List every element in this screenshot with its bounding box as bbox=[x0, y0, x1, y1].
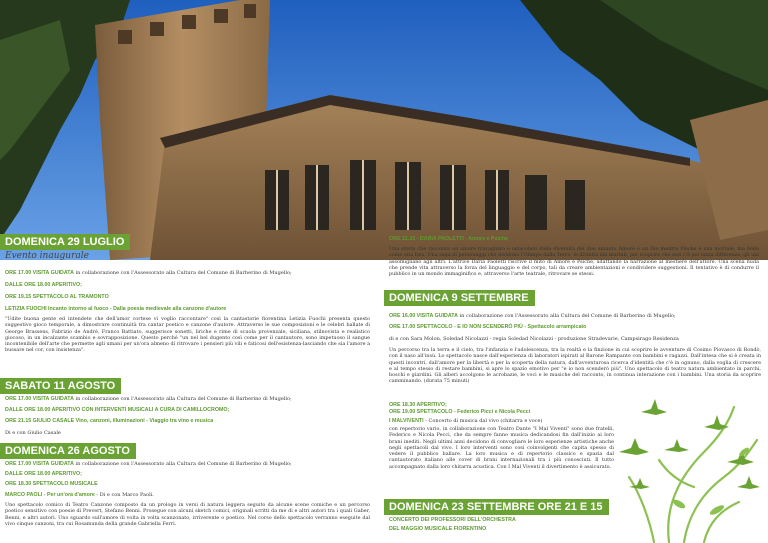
schedule-time: ORE 17.00 VISITA GUIDATA bbox=[5, 396, 74, 402]
schedule-text: in collaborazione con l'Assessorato alla Cultura del Comune di Barberino di Mugello; bbox=[73, 396, 292, 402]
concert-title: DEL MAGGIO MUSICALE FIORENTINO bbox=[389, 526, 487, 532]
schedule-line bbox=[5, 461, 292, 467]
schedule-text: in collaborazione con l'Assessorato alla Cultura del Comune di Barberino di Mugello; bbox=[457, 313, 676, 319]
performer-title: ORE 19.00 SPETTACOLO - Federico Picci e Nicola Pecci bbox=[389, 409, 531, 415]
event-description: Un percorso tra la terra e il cielo, tra l'infanzia e l'adolescenza, tra la realtà e la finzione in cui scoprire le avventure di Cosimo Piovasco di Rondò, con il naso all'insù. Lo spettacolo nasce dall'esperienza di laboratori ispirati al Barone Rampante con bambini e ragazzi. Dall'intesa che si è creata in questi incontri, dall'amore per la libertà e per la scoperta della natura, dall'avventurosa ricerca d'identità che c'è in ognuno, dalla voglia di crescere e al tempo stesso di restare bambini, si apre lo spazio emotivo per "e io non scenderò più". Uno spettacolo di teatro natura ambientato in parchi, boschi e giardini. Gli alberi accolgono le acrobazie, le voci e le musiche del racconto, in continua interazione con i bambini. Una storia da scoprire camminando. (durata 75 minuti) bbox=[389, 347, 761, 385]
date-header-29-luglio: DOMENICA 29 LUGLIO bbox=[0, 234, 130, 250]
date-header-26-agosto: DOMENICA 26 AGOSTO bbox=[0, 443, 136, 459]
schedule-text: in collaborazione con l'Assessorato alla Cultura del Comune di Barberino di Mugello; bbox=[73, 270, 292, 276]
performer-title: - E IO NON SCENDERÒ PIÙ - Spettacolo arrampicato bbox=[452, 324, 587, 330]
event-description: Una storia che racconta un amore travagliato e ostacolato dalla diversità dei due amanti: Amore è un Dio mentre Psiche è una mortale, ma bella come una Dea. Una saga di personaggi che dividono l'Olimpo dalla Terra, le divinità dai mortali, per scoprire che non c'è poi tanta differenza, gli uni assomigliano agli altri. L'attrice Daria Paoletti riscrive il mito di Amore e Psiche, adattando la narrazione al mestiere dell'attore. Una scena nuda che prende vita attraverso la forza del linguaggio e del corpo, tali da creare ambientazioni e condividere suggestioni. Il tentativo è di condurre il pubblico in un mondo immaginifico e, attraverso l'arte teatrale, ritrovare se stessi. bbox=[389, 246, 759, 278]
performer-line bbox=[389, 418, 542, 424]
schedule-line bbox=[5, 270, 292, 276]
schedule-line bbox=[5, 396, 292, 402]
schedule-line bbox=[389, 313, 676, 319]
castle-photo bbox=[0, 0, 768, 260]
performer-title: MARCO PAOLI - Per un'ora d'amore bbox=[5, 492, 95, 498]
schedule-line: ORE 18.30 APERITIVO; bbox=[389, 402, 447, 408]
schedule-time: ORE 17.00 SPETTACOLO bbox=[389, 324, 453, 330]
concert-title: CONCERTO DEI PROFESSORI DELL'ORCHESTRA bbox=[389, 517, 516, 523]
performer-credit: di e con Sara Molon, Soledad Nicolazzi - regia Soledad Nicolazzi - produzione Stradevarie, Campsirago Residenza bbox=[389, 336, 679, 342]
performer-title: LETIZIA FUOCHI Incanto intorno al fuoco - Dalla poesia medievale alla canzone d'autore bbox=[5, 306, 227, 312]
schedule-time: ORE 16.00 VISITA GUIDATA bbox=[389, 313, 458, 319]
performer-title: ORE 21.15 GIULIO CASALE Vino, canzoni, illuminazioni - Viaggio tra vino e musica bbox=[5, 418, 214, 424]
performer-credit: - Concerto di musica dal vivo (chitarra e voce) bbox=[423, 418, 543, 424]
performer-title: ORE 21.15 - DARIA PAOLETTI - Amore e Psiche bbox=[389, 236, 509, 242]
schedule-time: ORE 17.00 VISITA GUIDATA bbox=[5, 270, 74, 276]
schedule-line bbox=[389, 324, 586, 330]
event-subtitle: Evento inaugurale bbox=[5, 251, 89, 261]
date-header-9-settembre: DOMENICA 9 SETTEMBRE bbox=[384, 290, 535, 306]
schedule-time: ORE 17.00 VISITA GUIDATA bbox=[5, 461, 74, 467]
event-description: "Udite buona gente ed intendete che dell'amor cortese vi voglio raccontare" così la cantastorie fiorentina Letizia Fuochi presenta questo suggestivo gioco temporale, a dimostrare continuità tra cantar poetico e canzone d'autore. Attraverso le sue composizioni e le celebri ballate di George Brassens, Fabrizio de André, Franco Battiato, suggerisce sonetti, liriche e rime di scuola provenzale, siciliana, stilnovista e realistico giocoso, in un incalzante scambio e sovrapposizione. Questo perché "un nel bel dugento così come per il cantautore, sono impetuoso il sangue incontenibile dell'arte che permette agli umani per un'ora almeno di ritrovare i pensieri più vili e faticosi dell'esistenza-lasciando che sia l'amore a bussare nel cor, con insistenza". bbox=[5, 316, 370, 354]
date-header-11-agosto: SABATO 11 AGOSTO bbox=[0, 378, 121, 394]
schedule-line: ORE 19.15 SPETTACOLO AL TRAMONTO bbox=[5, 294, 109, 300]
event-description: con repertorio vario, in collaborazione con Teatro Dante "I Mal Viventi" sono due fratelli, Federico e Nicola Pecci, che da sempre fanno musica dedicandosi fin dall'inizio ai loro brani inediti. Negli ultimi anni decidono di convogliare le loro esperienze artistiche anche negli spettacoli dal vivo. I loro interventi sono così coinvolgenti che capita spesso di vedere il pubblico ballare. La loro musica e di repertorio classico e spazia dal cantautorato italiano alle cover di brani internazionali tra i più conosciuti. Il tutto accompagnato dalla loro chitarra acustica. Con I Mal Viventi il divertimento è assicurato. bbox=[389, 426, 614, 470]
schedule-line: DALLE ORE 18.00 APERITIVO CON INTERVENTI MUSICALI A CURA DI CAMILLOCROMO; bbox=[5, 407, 230, 413]
performer-line bbox=[5, 492, 154, 498]
performer-credit: - Di e con Marco Paoli. bbox=[94, 492, 154, 498]
schedule-line: DALLE ORE 18.00 APERITIVO; bbox=[5, 282, 82, 288]
performer-credit: Di e con Giulio Casale bbox=[5, 430, 61, 436]
schedule-text: in collaborazione con l'Assessorato alla Cultura del Comune di Barberino di Mugello; bbox=[73, 461, 292, 467]
plant-birds-decoration-icon bbox=[609, 392, 768, 543]
schedule-line: ORE 18.30 SPETTACOLO MUSICALE bbox=[5, 481, 98, 487]
schedule-line: DALLE ORE 18.00 APERITIVO; bbox=[5, 471, 82, 477]
date-header-23-settembre: DOMENICA 23 SETTEMBRE ORE 21 E 15 bbox=[384, 499, 609, 515]
event-description: Uno spettacolo comico di Teatro Canzone composto da un prologo in versi di natura leggera seguito da alcune scene comiche e un percorso poetico sensitivo con poesie di Prevert, Stefano Benni. Prosegue con alcuni sketch comici, originali scritti da me di e altri autori tra i quali Gaber, Benni, e altri autori. Uno sguardo sull'amore di volta in volta scanzonato, irriverente o poetico. Nel corso dello spettacolo verranno eseguite dal vivo cinque canzoni, tra cui Rosamunda della grande Gabriella Ferri. bbox=[5, 502, 370, 527]
band-name: I MALVIVENTI bbox=[389, 418, 424, 424]
